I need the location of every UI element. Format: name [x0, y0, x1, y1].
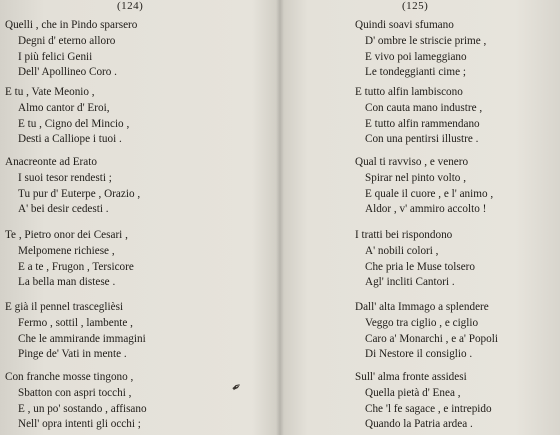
verse-line: Almo cantor d' Eroi, — [18, 101, 110, 114]
verse-line: E vivo poi lameggiano — [365, 50, 467, 63]
verse-line: Quella pietà d' Enea , — [365, 386, 461, 399]
stanza — [355, 228, 475, 291]
verse-line: E tu , Cigno del Mincio , — [18, 117, 130, 130]
verse-line: Quelli , che in Pindo sparsero — [5, 19, 138, 31]
verse-line: Caro a' Monarchi , e a' Popoli — [365, 332, 498, 345]
verse-line: I tratti bei rispondono — [355, 229, 453, 241]
verse-line: D' ombre le striscie prime , — [365, 34, 487, 47]
verse-line: Tu pur d' Euterpe , Orazio , — [18, 187, 141, 200]
stanza — [355, 155, 493, 218]
verse-line: A' nobili colori , — [365, 244, 439, 257]
stanza — [5, 155, 140, 218]
verse-line: Sull' alma fronte assidesi — [355, 371, 467, 383]
verse-line: E tutto alfin lambiscono — [355, 86, 463, 98]
verse-line: Desti a Calliope i tuoi . — [18, 133, 122, 146]
verse-line: Degni d' eterno alloro — [18, 34, 116, 47]
verse-line: E tutto alfin rammendano — [365, 117, 480, 130]
verse-line: Dall' alta Immago a splendere — [355, 301, 489, 313]
stanza — [355, 370, 492, 433]
verse-line: Dell' Apollineo Coro . — [18, 66, 117, 79]
verse-line: La bella man distese . — [18, 276, 116, 289]
verse-line: Spirar nel pinto volto , — [365, 171, 466, 184]
verse-line: Che pria le Muse tolsero — [365, 260, 475, 273]
stanza — [5, 18, 137, 81]
verse-line: Con una pentirsi illustre . — [365, 133, 479, 146]
verse-line: Quando la Patria ardea . — [365, 418, 473, 431]
verse-line: E tu , Vate Meonio , — [5, 86, 95, 98]
stanza — [5, 228, 134, 291]
page-number: (124) — [117, 0, 144, 12]
verse-line: Quindi soavi sfumano — [355, 19, 454, 31]
stanza — [355, 18, 486, 81]
verse-line: E quale il cuore , e l' animo , — [365, 187, 494, 200]
stanza — [5, 370, 147, 433]
verse-line: Di Nestore il consiglio . — [365, 348, 473, 361]
verse-line: Le tondeggianti cime ; — [365, 66, 466, 79]
verse-line: Anacreonte ad Erato — [5, 156, 97, 168]
verse-line: I suoi tesor rendesti ; — [18, 171, 112, 184]
stanza — [355, 85, 482, 148]
verse-line: Che 'l fe sagace , e intrepido — [365, 402, 492, 415]
verse-line: E già il pennel trasceglièsi — [5, 301, 124, 313]
verse-line: Sbatton con aspri tocchi , — [18, 386, 132, 399]
verse-line: Qual ti ravviso , e venero — [355, 156, 469, 168]
stanza — [5, 300, 146, 363]
stanza — [5, 85, 129, 148]
verse-line: Fermo , sottil , lambente , — [18, 316, 133, 329]
verse-line: Pinge de' Vati in mente . — [18, 348, 127, 361]
ink-mark: ✒ — [228, 378, 245, 396]
verse-line: Aldor , v' ammiro accolto ! — [365, 203, 487, 216]
verse-line: Te , Pietro onor dei Cesari , — [5, 229, 128, 241]
verse-line: Con franche mosse tingono , — [5, 371, 134, 383]
verse-line: Melpomene richiese , — [18, 244, 115, 257]
verse-line: E , un po' sostando , affisano — [18, 402, 147, 415]
verse-line: A' bei desir cedesti . — [18, 203, 109, 216]
right-page — [280, 0, 560, 435]
verse-line: Che le ammirande immagini — [18, 332, 146, 345]
verse-line: Agl' incliti Cantori . — [365, 276, 455, 289]
verse-line: I più felici Genii — [18, 50, 93, 63]
verse-line: Veggo tra ciglio , e ciglio — [365, 316, 479, 329]
page-number: (125) — [402, 0, 429, 12]
verse-line: Con cauta mano industre , — [365, 101, 483, 114]
stanza — [355, 300, 498, 363]
verse-line: E a te , Frugon , Tersicore — [18, 260, 134, 273]
verse-line: Nell' opra intenti gli occhi ; — [18, 418, 141, 431]
